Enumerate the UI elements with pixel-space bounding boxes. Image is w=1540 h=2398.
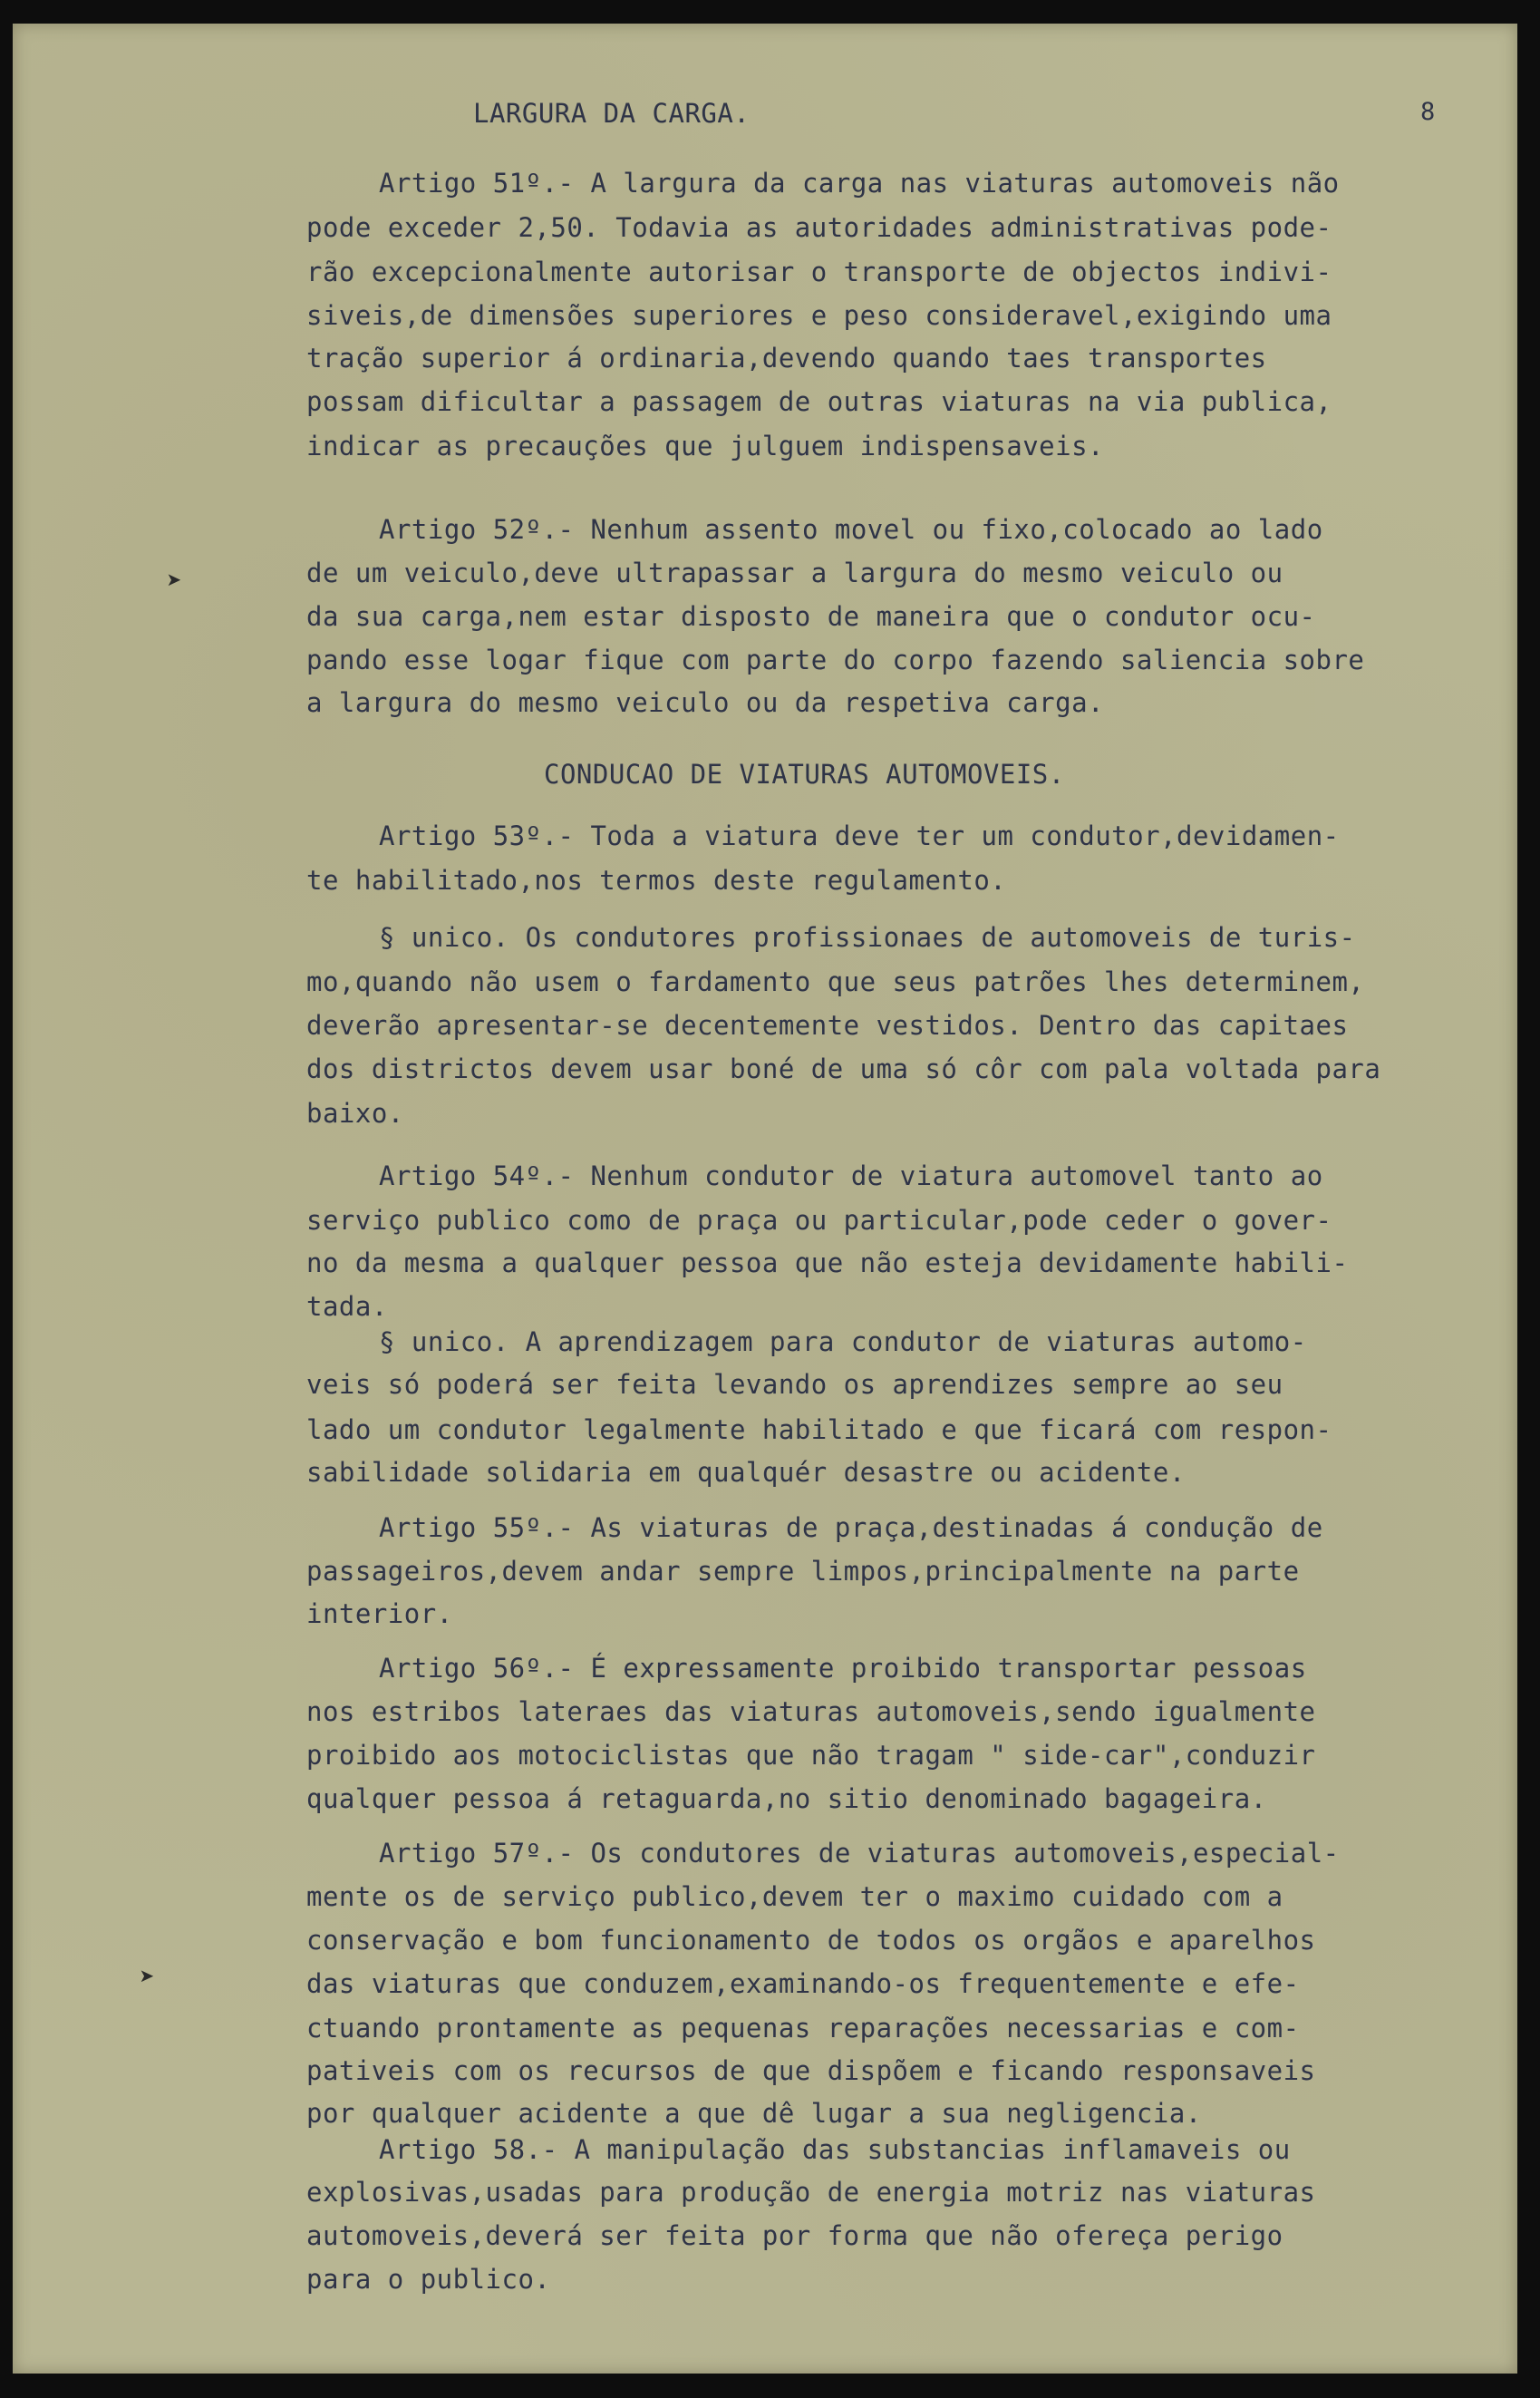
text-line: Artigo 55º.- As viaturas de praça,destinadas á condução de <box>379 1512 1323 1543</box>
text-line: tada. <box>306 1291 388 1322</box>
text-line: pode exceder 2,50. Todavia as autoridades administrativas pode- <box>306 212 1332 243</box>
text-line: Artigo 54º.- Nenhum condutor de viatura automovel tanto ao <box>379 1160 1323 1191</box>
text-line: te habilitado,nos termos deste regulamento. <box>306 865 1007 896</box>
text-line: passageiros,devem andar sempre limpos,principalmente na parte <box>306 1556 1300 1587</box>
text-line: serviço publico como de praça ou particular,pode ceder o gover- <box>306 1205 1332 1236</box>
pin-mark-icon: ➤ <box>167 566 182 596</box>
text-line: possam dificultar a passagem de outras viaturas na via publica, <box>306 386 1332 417</box>
text-line: Artigo 57º.- Os condutores de viaturas automoveis,especial- <box>379 1838 1340 1869</box>
text-line: proibido aos motociclistas que não tragam " side-car",conduzir <box>306 1740 1316 1771</box>
text-line: Artigo 58.- A manipulação das substancias inflamaveis ou <box>379 2134 1291 2165</box>
text-line: qualquer pessoa á retaguarda,no sitio denominado bagageira. <box>306 1783 1267 1814</box>
text-line: § unico. A aprendizagem para condutor de viaturas automo- <box>379 1326 1307 1357</box>
text-line: por qualquer acidente a que dê lugar a sua negligencia. <box>306 2098 1202 2129</box>
text-line: lado um condutor legalmente habilitado e que ficará com respon- <box>306 1414 1332 1445</box>
page-number: 8 <box>1420 98 1436 126</box>
text-line: pando esse logar fique com parte do corpo fazendo saliencia sobre <box>306 645 1365 675</box>
text-line: das viaturas que conduzem,examinando-os frequentemente e efe- <box>306 1968 1300 1999</box>
text-line: conservação e bom funcionamento de todos os orgãos e aparelhos <box>306 1925 1316 1956</box>
section-heading: CONDUCAO DE VIATURAS AUTOMOVEIS. <box>544 759 1065 790</box>
text-line: rão excepcionalmente autorisar o transporte de objectos indivi- <box>306 257 1332 287</box>
text-line: Artigo 56º.- É expressamente proibido transportar pessoas <box>379 1653 1307 1684</box>
text-line: mo,quando não usem o fardamento que seus patrões lhes determinem, <box>306 966 1365 997</box>
text-line: dos districtos devem usar boné de uma só côr com pala voltada para <box>306 1053 1381 1084</box>
text-line: automoveis,deverá ser feita por forma que não ofereça perigo <box>306 2220 1283 2251</box>
text-line: sabilidade solidaria em qualquér desastre ou acidente. <box>306 1457 1186 1488</box>
text-line: no da mesma a qualquer pessoa que não esteja devidamente habili- <box>306 1248 1349 1278</box>
text-line: explosivas,usadas para produção de energia motriz nas viaturas <box>306 2177 1316 2208</box>
text-line: da sua carga,nem estar disposto de maneira que o condutor ocu- <box>306 601 1316 632</box>
text-line: Artigo 52º.- Nenhum assento movel ou fixo,colocado ao lado <box>379 514 1323 545</box>
text-line: § unico. Os condutores profissionaes de automoveis de turis- <box>379 922 1356 953</box>
text-line: a largura do mesmo veiculo ou da respetiva carga. <box>306 687 1105 718</box>
text-line: nos estribos lateraes das viaturas automoveis,sendo igualmente <box>306 1696 1316 1727</box>
text-line: mente os de serviço publico,devem ter o maximo cuidado com a <box>306 1881 1283 1912</box>
pin-mark-icon: ➤ <box>140 1962 155 1992</box>
text-line: ctuando prontamente as pequenas reparações necessarias e com- <box>306 2013 1300 2044</box>
text-line: Artigo 53º.- Toda a viatura deve ter um condutor,devidamen- <box>379 820 1340 851</box>
section-heading: LARGURA DA CARGA. <box>473 98 751 129</box>
text-line: interior. <box>306 1598 453 1629</box>
text-line: Artigo 51º.- A largura da carga nas viaturas automoveis não <box>379 168 1340 199</box>
text-line: siveis,de dimensões superiores e peso consideravel,exigindo uma <box>306 300 1332 331</box>
text-line: veis só poderá ser feita levando os aprendizes sempre ao seu <box>306 1369 1283 1400</box>
text-line: pativeis com os recursos de que dispõem e ficando responsaveis <box>306 2055 1316 2086</box>
text-line: deverão apresentar-se decentemente vestidos. Dentro das capitaes <box>306 1010 1349 1041</box>
text-line: de um veiculo,deve ultrapassar a largura do mesmo veiculo ou <box>306 558 1283 588</box>
text-line: para o publico. <box>306 2264 551 2295</box>
text-line: baixo. <box>306 1098 404 1129</box>
text-line: tração superior á ordinaria,devendo quando taes transportes <box>306 343 1267 374</box>
text-line: indicar as precauções que julguem indispensaveis. <box>306 431 1105 461</box>
